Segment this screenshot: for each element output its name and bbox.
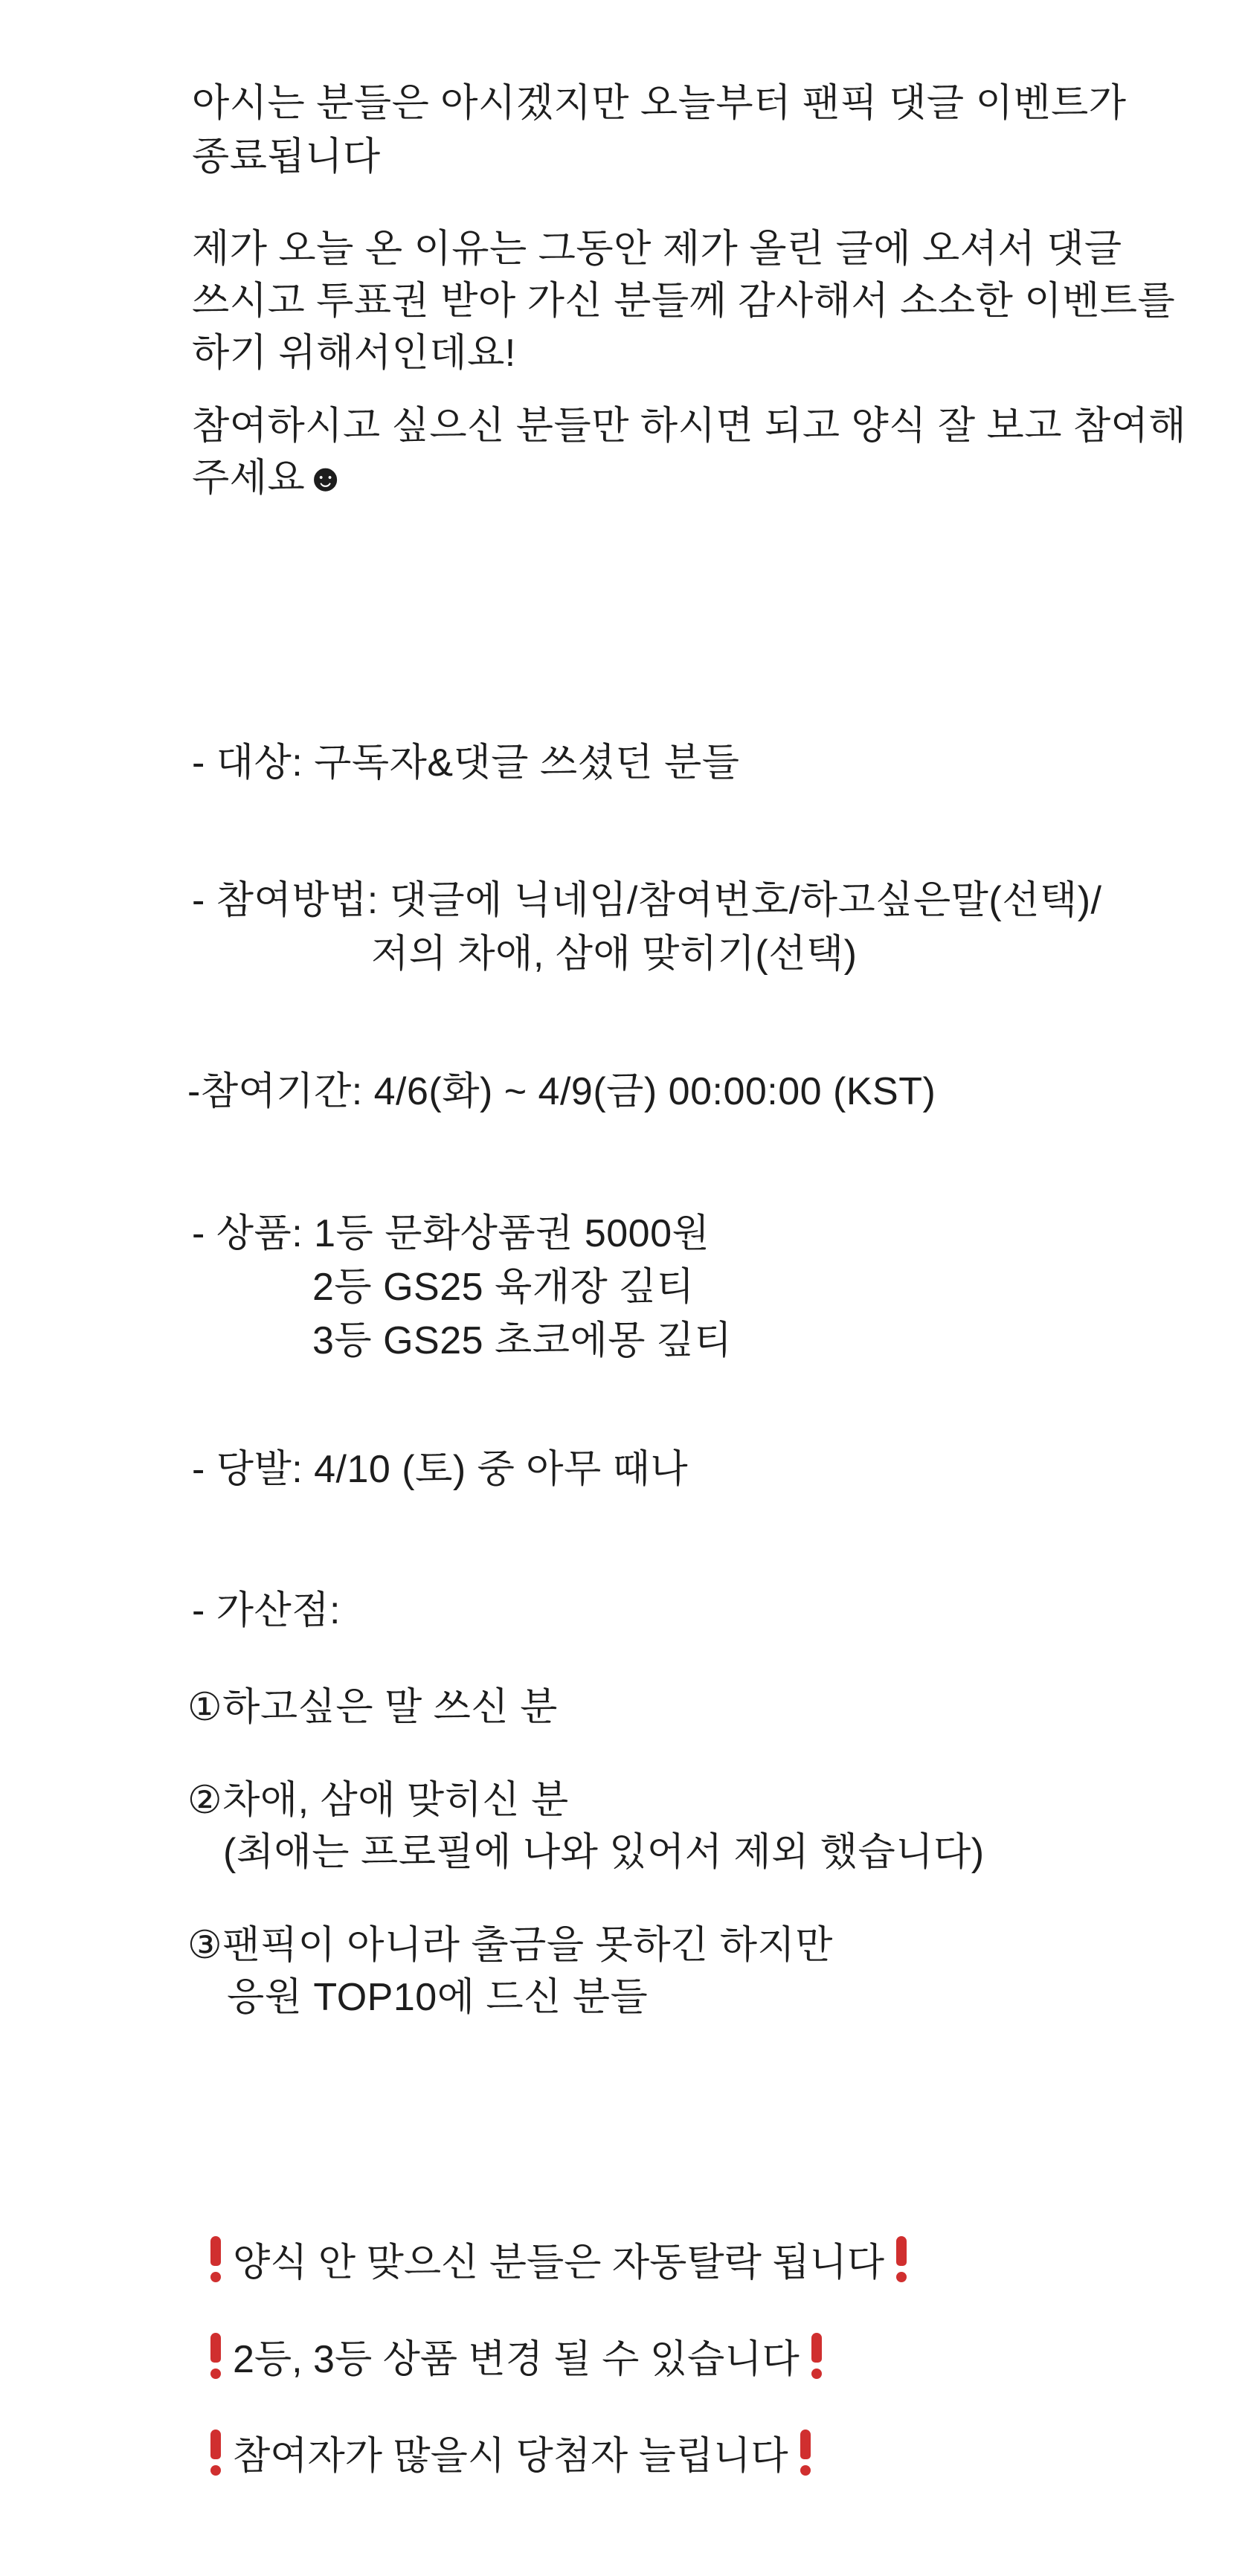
intro-paragraph1-line2: 종료됩니다: [192, 135, 381, 178]
detail-method-line2: 저의 차애, 삼애 맞히기(선택): [371, 933, 858, 976]
intro-paragraph3-line1: 참여하시고 싶으신 분들만 하시면 되고 양식 잘 보고 참여해: [192, 405, 1187, 448]
detail-prizes-line2: 2등 GS25 육개장 깊티: [312, 1266, 695, 1309]
intro-paragraph2-line1: 제가 오늘 온 이유는 그동안 제가 올린 글에 오셔서 댓글: [192, 228, 1122, 271]
red-exclamation-icon: [800, 2430, 811, 2476]
detail-period: -참여기간: 4/6(화) ~ 4/9(금) 00:00:00 (KST): [187, 1070, 936, 1113]
red-exclamation-icon: [896, 2236, 907, 2282]
detail-bonus3-line2: 응원 TOP10에 드신 분들: [227, 1976, 649, 2019]
detail-bonus2-line2: (최애는 프로필에 나와 있어서 제외 했습니다): [223, 1831, 985, 1874]
detail-bonus1: ①하고싶은 말 쓰신 분: [187, 1686, 558, 1729]
warning-text-2: 2등, 3등 상품 변경 될 수 있습니다: [233, 2338, 800, 2381]
detail-method-line1: - 참여방법: 댓글에 닉네임/참여번호/하고싶은말(선택)/: [192, 879, 1102, 922]
red-exclamation-icon: [210, 2333, 221, 2379]
detail-bonus2-line1: ②차애, 삼애 맞히신 분: [187, 1779, 569, 1822]
red-exclamation-icon: [210, 2430, 221, 2476]
warning-text-3: 참여자가 많을시 당첨자 늘립니다: [233, 2435, 788, 2478]
warning-line-1: [210, 2231, 907, 2287]
detail-winner-announcement: - 당발: 4/10 (토) 중 아무 때나: [192, 1448, 689, 1491]
detail-bonus-title: - 가산점:: [192, 1589, 341, 1632]
intro-paragraph3-line2: 주세요☻: [192, 457, 347, 500]
warning-text-1: 양식 안 맞으신 분들은 자동탈락 됩니다: [233, 2241, 884, 2284]
detail-prizes-line1: - 상품: 1등 문화상품권 5000원: [192, 1212, 710, 1255]
red-exclamation-icon: [811, 2333, 822, 2379]
red-exclamation-icon: [210, 2236, 221, 2282]
detail-bonus3-line1: ③팬픽이 아니라 출금을 못하긴 하지만: [187, 1924, 833, 1967]
intro-paragraph2-line3: 하기 위해서인데요!: [192, 332, 516, 375]
detail-prizes-line3: 3등 GS25 초코에몽 깊티: [312, 1319, 733, 1362]
detail-target: - 대상: 구독자&댓글 쓰셨던 분들: [192, 741, 740, 785]
intro-paragraph2-line2: 쓰시고 투표권 받아 가신 분들께 감사해서 소소한 이벤트를: [192, 280, 1176, 323]
intro-paragraph1-line1: 아시는 분들은 아시겠지만 오늘부터 팬픽 댓글 이벤트가: [192, 82, 1127, 125]
warning-line-3: [210, 2424, 811, 2480]
warning-line-2: [210, 2328, 822, 2383]
